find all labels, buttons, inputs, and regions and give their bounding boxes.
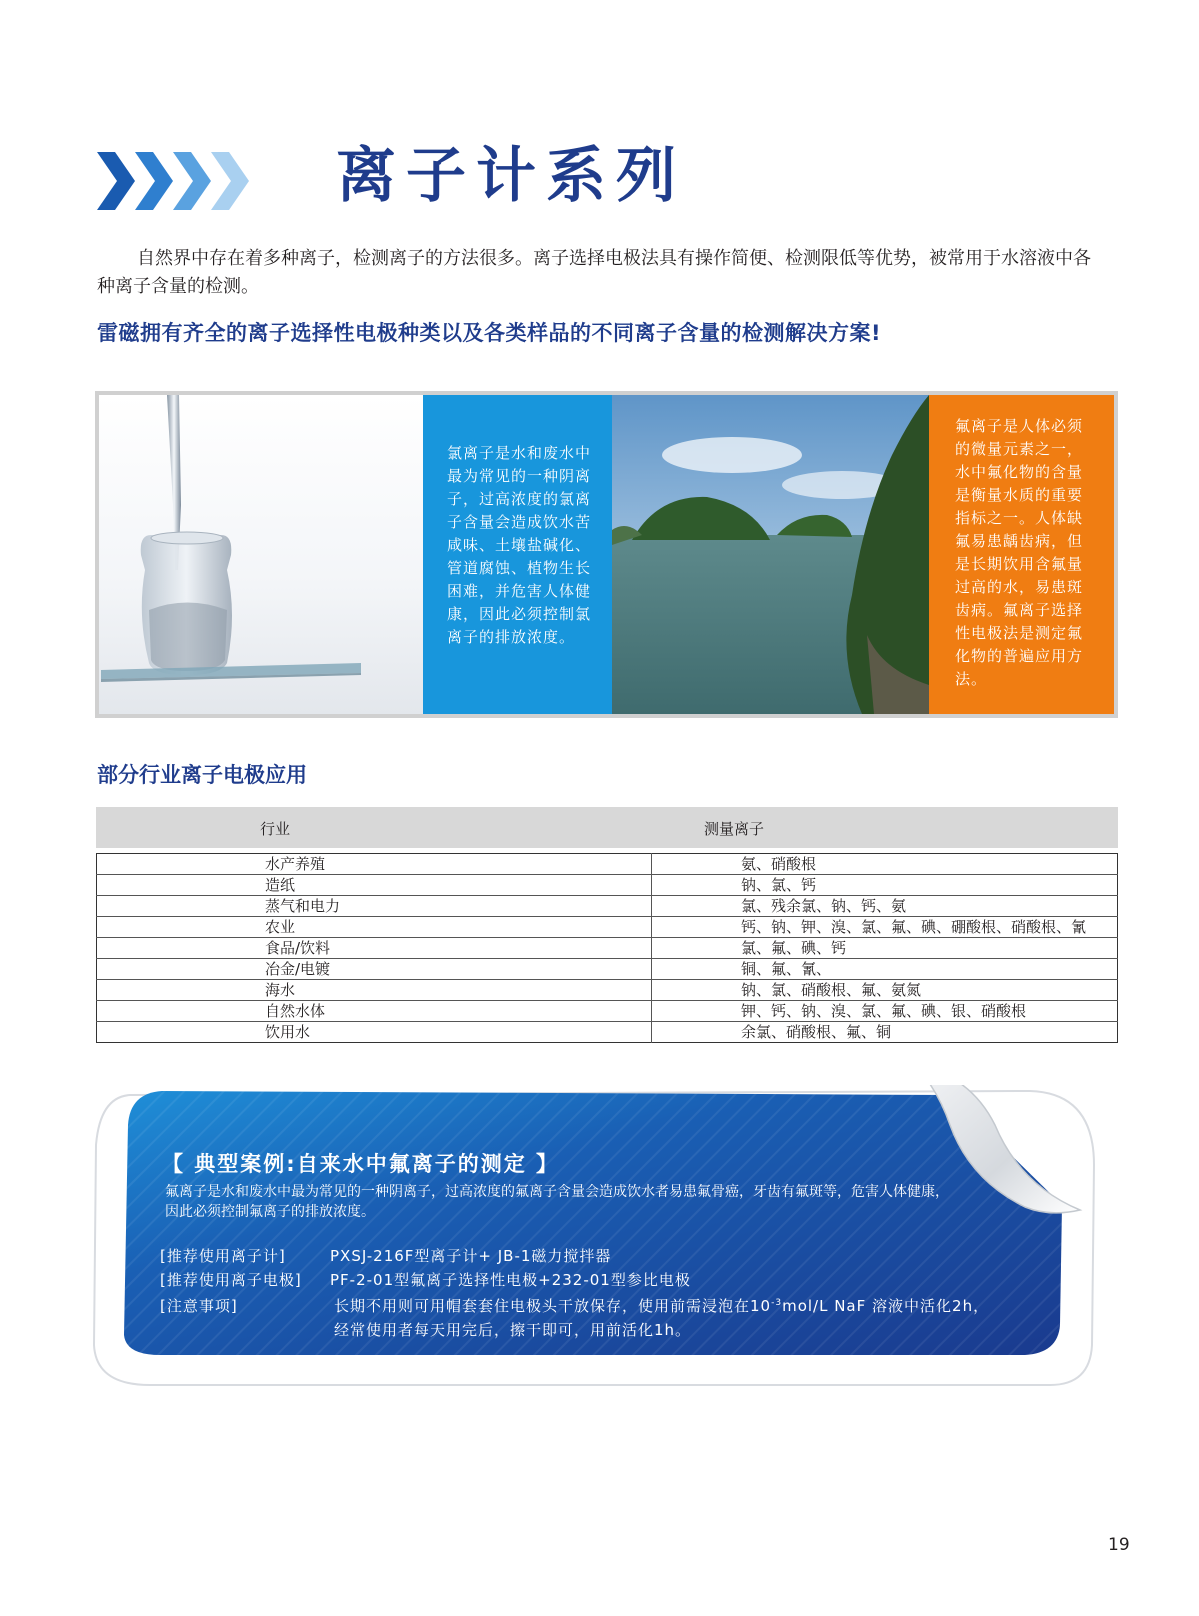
industry-cell: 造纸	[97, 875, 652, 896]
subheading: 雷磁拥有齐全的离子选择性电极种类以及各类样品的不同离子含量的检测解决方案!	[97, 321, 882, 345]
table-row	[97, 980, 1118, 1001]
case-notes-line1: 长期不用则可用帽套套住电极头干放保存，使用前需浸泡在$10^{-3}mol/L$ NaF 溶液中活化2h，	[334, 1297, 990, 1315]
table-row	[97, 917, 1118, 938]
case-notes-line2: 经常使用者每天用完后，擦干即可，用前活化1h。	[334, 1321, 692, 1339]
ions-cell: 氯、残余氯、钠、钙、氨	[652, 896, 1118, 917]
chloride-info-text: 氯离子是水和废水中最为常见的一种阴离子，过高浓度的氯离子含量会造成饮水苦咸味、土壤盐碱化、管道腐蚀、植物生长困难，并危害人体健康，因此必须控制氯离子的排放浓度。	[447, 444, 592, 646]
industry-cell: 水产养殖	[97, 854, 652, 875]
ions-cell: 氨、硝酸根	[652, 854, 1118, 875]
case-electrode-label: [推荐使用离子电极]	[160, 1271, 302, 1289]
table-header	[96, 807, 1118, 848]
case-meter-value: PXSJ-216F型离子计+ JB-1磁力搅拌器	[330, 1247, 612, 1265]
table-row	[97, 896, 1118, 917]
ion-table	[96, 853, 1118, 1043]
ions-cell: 钙、钠、钾、溴、氯、氟、碘、硼酸根、硝酸根、氰	[652, 917, 1118, 938]
industry-cell: 食品/饮料	[97, 938, 652, 959]
industry-cell: 自然水体	[97, 1001, 652, 1022]
fluoride-info-panel	[929, 395, 1114, 714]
table-row	[97, 1022, 1118, 1043]
image-strip	[95, 391, 1118, 718]
ions-cell: 钠、氯、钙	[652, 875, 1118, 896]
intro-paragraph	[97, 245, 1107, 301]
chevron-arrows-icon	[97, 152, 257, 210]
table-row	[97, 1001, 1118, 1022]
ions-cell: 钠、氯、硝酸根、氟、氨氮	[652, 980, 1118, 1001]
ions-cell: 氯、氟、碘、钙	[652, 938, 1118, 959]
section-title: 部分行业离子电极应用	[97, 763, 307, 787]
table-row	[97, 875, 1118, 896]
industry-cell: 冶金/电镀	[97, 959, 652, 980]
header-industry: 行业	[260, 820, 291, 838]
industry-cell: 饮用水	[97, 1022, 652, 1043]
ions-cell: 铜、氟、氰、	[652, 959, 1118, 980]
case-electrode-value: PF-2-01型氟离子选择性电极+232-01型参比电极	[330, 1271, 691, 1289]
case-notes-label: [注意事项]	[160, 1297, 238, 1315]
page-number: 19	[1108, 1535, 1130, 1555]
chloride-info-panel	[423, 395, 612, 714]
industry-cell: 海水	[97, 980, 652, 1001]
table-row	[97, 854, 1118, 875]
intro-text: 自然界中存在着多种离子，检测离子的方法很多。离子选择电极法具有操作简便、检测限低等优势，被常用于水溶液中各种离子含量的检测。	[97, 248, 1091, 297]
ions-cell: 余氯、硝酸根、氟、铜	[741, 1023, 892, 1041]
ions-cell: 钾、钙、钠、溴、氯、氟、碘、银、硝酸根	[652, 1001, 1118, 1022]
industry-cell: 农业	[97, 917, 652, 938]
case-title: 【 典型案例:自来水中氟离子的测定 】	[162, 1152, 560, 1176]
page-title: 离子计系列	[336, 141, 686, 211]
case-description: 氟离子是水和废水中最为常见的一种阴离子，过高浓度的氟离子含量会造成饮水者易患氟骨癌，牙齿有氟斑等，危害人体健康，因此必须控制氟离子的排放浓度。	[165, 1184, 949, 1220]
case-study-banner	[90, 1085, 1120, 1425]
water-glass-image	[99, 395, 423, 714]
header-ions: 测量离子	[704, 820, 765, 838]
table-row	[97, 959, 1118, 980]
fluoride-info-text: 氟离子是人体必须的微量元素之一，水中氟化物的含量是衡量水质的重要指标之一。人体缺氟易患龋齿病，但是长期饮用含氟量过高的水，易患斑齿病。氟离子选择性电极法是测定氟化物的普遍应用方法。	[955, 417, 1084, 688]
table-row	[97, 938, 1118, 959]
lake-image	[612, 395, 929, 714]
industry-cell: 蒸气和电力	[97, 896, 652, 917]
case-meter-label: [推荐使用离子计]	[160, 1247, 286, 1265]
